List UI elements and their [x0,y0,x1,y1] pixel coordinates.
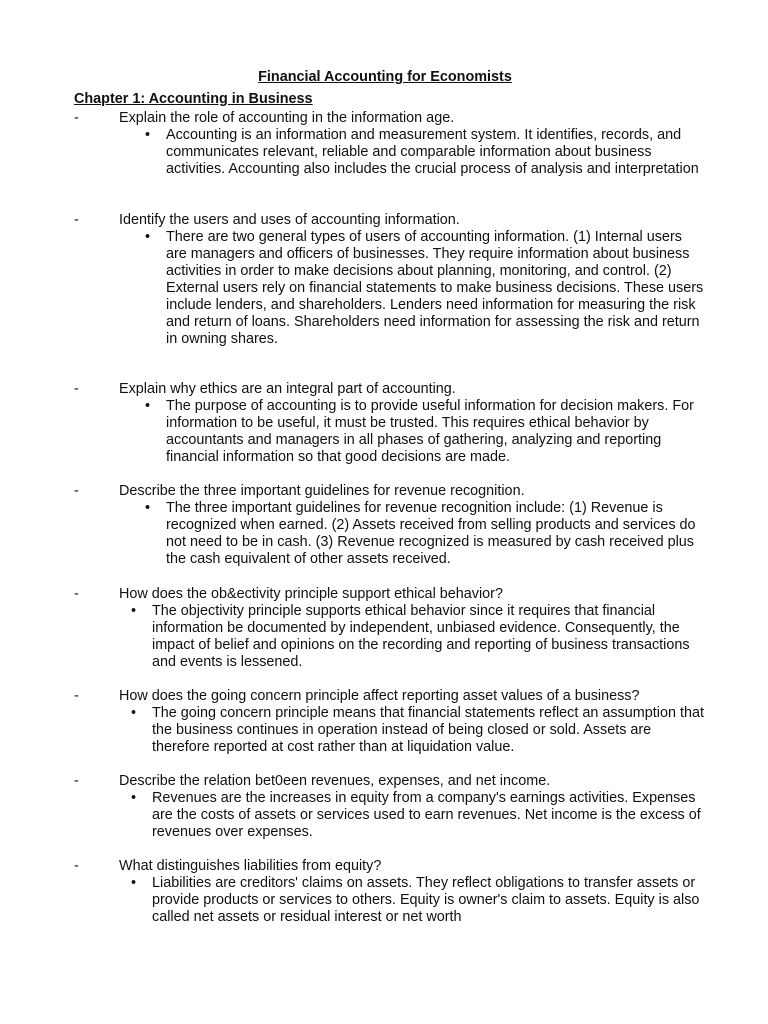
bullet-icon: • [131,875,137,891]
answer-text: Accounting is an information and measurement system. It identifies, records, and communicates relevant, reliable and comparable information about business activities. Accounting also includes the crucial process of analysis and interpretation [166,127,699,177]
dash-marker: - [74,483,79,499]
question-text: Explain why ethics are an integral part of accounting. [119,381,456,397]
qa-item-4 [0,483,768,568]
question-text: What distinguishes liabilities from equity? [119,858,382,874]
chapter-heading: Chapter 1: Accounting in Business [74,91,313,107]
qa-item-8 [0,858,768,926]
qa-item-2 [0,212,768,348]
dash-marker: - [74,381,79,397]
document-title: Financial Accounting for Economists [258,69,512,85]
dash-marker: - [74,773,79,789]
answer-text: The objectivity principle supports ethical behavior since it requires that financial information be documented by independent, unbiased evidence. Consequently, the impact of belief and opinions on the recording and reporting of business transactions and events is lessened. [152,603,690,670]
qa-item-7 [0,773,768,841]
qa-item-6 [0,688,768,756]
answer-text: Liabilities are creditors' claims on assets. They reflect obligations to transfer assets or provide products or services to others. Equity is owner's claim to assets. Equity is also called net assets or residual interest or net worth [152,875,700,925]
dash-marker: - [74,110,79,126]
bullet-icon: • [131,790,137,806]
answer-text: The going concern principle means that financial statements reflect an assumption that the business continues in operation instead of being closed or sold. Assets are therefore reported at cost rather than at liquidation value. [152,705,704,755]
dash-marker: - [74,212,79,228]
question-text: Identify the users and uses of accounting information. [119,212,460,228]
qa-item-5 [0,586,768,671]
dash-marker: - [74,688,79,704]
answer-text: The purpose of accounting is to provide useful information for decision makers. For information to be useful, it must be trusted. This requires ethical behavior by accountants and managers in all phases of gathering, analyzing and reporting financial information so that good decisions are made. [166,398,694,465]
question-text: Explain the role of accounting in the information age. [119,110,455,126]
answer-text: The three important guidelines for revenue recognition include: (1) Revenue is recognized when earned. (2) Assets received from selling products and services do not need to be in cash. (3) Revenue recognized is measured by cash received plus the cash equivalent of other assets received. [166,500,696,567]
dash-marker: - [74,858,79,874]
qa-item-3 [0,381,768,466]
qa-item-1 [0,110,768,178]
bullet-icon: • [145,500,151,516]
question-text: How does the going concern principle affect reporting asset values of a business? [119,688,640,704]
answer-text: There are two general types of users of accounting information. (1) Internal users are managers and officers of businesses. They require information about business activities in order to make decisions about planning, monitoring, and control. (2) External users rely on financial statements to make business decisions. These users include lenders, and shareholders. Lenders need information for measuring the risk and return of loans. Shareholders need information for assessing the risk and return in owning shares. [166,229,704,347]
bullet-icon: • [145,398,151,414]
bullet-icon: • [145,229,151,245]
question-text: How does the ob&ectivity principle support ethical behavior? [119,586,503,602]
bullet-icon: • [131,603,137,619]
answer-text: Revenues are the increases in equity from a company's earnings activities. Expenses are the costs of assets or services used to earn revenues. Net income is the excess of revenues over expenses. [152,790,701,840]
question-text: Describe the three important guidelines for revenue recognition. [119,483,525,499]
dash-marker: - [74,586,79,602]
bullet-icon: • [131,705,137,721]
question-text: Describe the relation bet0een revenues, expenses, and net income. [119,773,551,789]
bullet-icon: • [145,127,151,143]
